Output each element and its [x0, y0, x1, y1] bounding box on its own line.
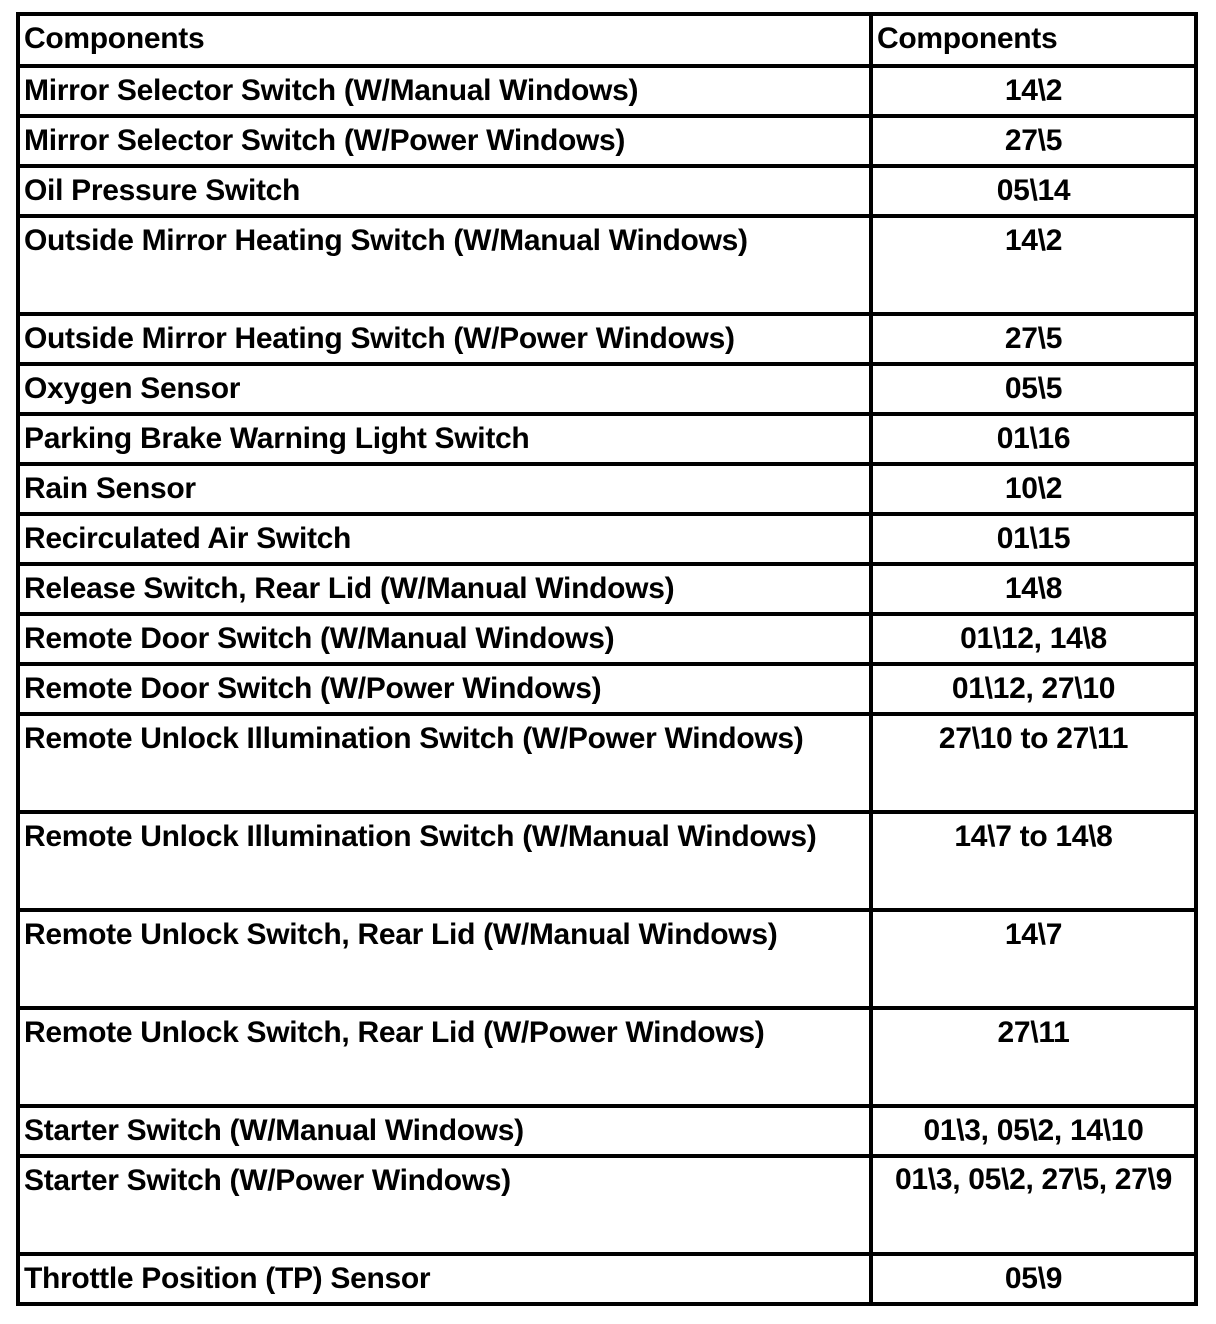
component-reference-cell: 01\3, 05\2, 14\10: [871, 1106, 1196, 1156]
component-reference-cell: 01\15: [871, 514, 1196, 564]
component-reference-cell: 14\2: [871, 66, 1196, 116]
component-reference-cell: 05\9: [871, 1254, 1196, 1304]
component-reference-cell: 01\16: [871, 414, 1196, 464]
table-row: [18, 812, 1196, 910]
component-reference-cell: 10\2: [871, 464, 1196, 514]
component-reference-cell: 14\7 to 14\8: [871, 812, 1196, 910]
component-name-cell: Remote Door Switch (W/Manual Windows): [18, 614, 871, 664]
table-row: [18, 664, 1196, 714]
table-header-row: [18, 14, 1196, 66]
table-row: [18, 414, 1196, 464]
component-reference-cell: 14\8: [871, 564, 1196, 614]
component-reference-cell: 14\2: [871, 216, 1196, 314]
component-name-cell: Recirculated Air Switch: [18, 514, 871, 564]
component-name-cell: Oil Pressure Switch: [18, 166, 871, 216]
table-row: [18, 1254, 1196, 1304]
table-row: [18, 514, 1196, 564]
table-row: [18, 216, 1196, 314]
component-reference-cell: 27\5: [871, 116, 1196, 166]
component-reference-cell: 01\12, 14\8: [871, 614, 1196, 664]
component-name-cell: Remote Door Switch (W/Power Windows): [18, 664, 871, 714]
table-row: [18, 614, 1196, 664]
table-row: [18, 464, 1196, 514]
table-row: [18, 314, 1196, 364]
column-header-reference: Components: [871, 14, 1196, 66]
component-reference-cell: 01\12, 27\10: [871, 664, 1196, 714]
table-row: [18, 166, 1196, 216]
components-table-container: [16, 12, 1194, 1306]
component-name-cell: Remote Unlock Switch, Rear Lid (W/Manual Windows): [18, 910, 871, 1008]
component-reference-cell: 27\5: [871, 314, 1196, 364]
component-name-cell: Oxygen Sensor: [18, 364, 871, 414]
component-name-cell: Starter Switch (W/Power Windows): [18, 1156, 871, 1254]
component-name-cell: Starter Switch (W/Manual Windows): [18, 1106, 871, 1156]
table-row: [18, 116, 1196, 166]
table-row: [18, 1106, 1196, 1156]
component-name-cell: Remote Unlock Illumination Switch (W/Power Windows): [18, 714, 871, 812]
component-name-cell: Throttle Position (TP) Sensor: [18, 1254, 871, 1304]
table-row: [18, 910, 1196, 1008]
table-row: [18, 66, 1196, 116]
table-row: [18, 714, 1196, 812]
component-name-cell: Outside Mirror Heating Switch (W/Power Windows): [18, 314, 871, 364]
component-name-cell: Mirror Selector Switch (W/Manual Windows): [18, 66, 871, 116]
column-header-components: Components: [18, 14, 871, 66]
table-row: [18, 364, 1196, 414]
component-name-cell: Remote Unlock Illumination Switch (W/Manual Windows): [18, 812, 871, 910]
component-reference-cell: 27\11: [871, 1008, 1196, 1106]
table-row: [18, 564, 1196, 614]
component-name-cell: Rain Sensor: [18, 464, 871, 514]
component-reference-cell: 01\3, 05\2, 27\5, 27\9: [871, 1156, 1196, 1254]
table-row: [18, 1008, 1196, 1106]
component-name-cell: Outside Mirror Heating Switch (W/Manual Windows): [18, 216, 871, 314]
table-row: [18, 1156, 1196, 1254]
component-name-cell: Parking Brake Warning Light Switch: [18, 414, 871, 464]
component-name-cell: Mirror Selector Switch (W/Power Windows): [18, 116, 871, 166]
component-reference-cell: 14\7: [871, 910, 1196, 1008]
component-reference-cell: 05\5: [871, 364, 1196, 414]
component-name-cell: Remote Unlock Switch, Rear Lid (W/Power Windows): [18, 1008, 871, 1106]
component-name-cell: Release Switch, Rear Lid (W/Manual Windows): [18, 564, 871, 614]
components-table: [16, 12, 1198, 1306]
component-reference-cell: 27\10 to 27\11: [871, 714, 1196, 812]
component-reference-cell: 05\14: [871, 166, 1196, 216]
